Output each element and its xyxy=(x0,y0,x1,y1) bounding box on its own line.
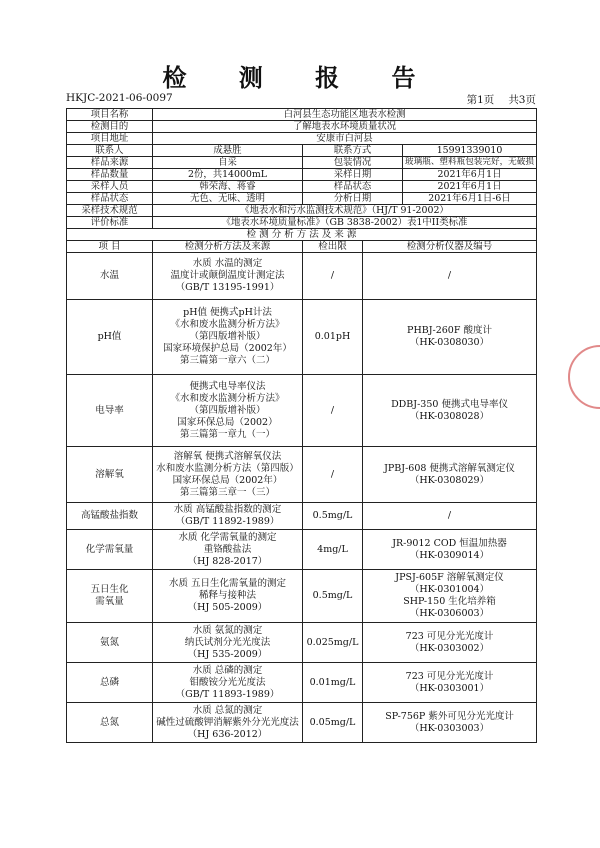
row-limit: 0.05mg/L xyxy=(303,703,363,743)
row-instrument: / xyxy=(363,253,537,300)
page-number: 第1页 xyxy=(466,94,495,106)
row-instrument: DDBJ-350 便携式电导率仪 （HK-0308028） xyxy=(363,375,537,447)
page-indicator xyxy=(453,92,536,107)
label-sampler: 采样人员 xyxy=(67,181,153,193)
row-item: 总氮 xyxy=(67,703,153,743)
row-limit: / xyxy=(303,447,363,503)
value-purpose: 了解地表水环境质量状况 xyxy=(153,121,537,133)
label-project-name: 项目名称 xyxy=(67,109,153,121)
label-analysis-date: 分析日期 xyxy=(303,193,403,205)
value-receive-date: 2021年6月1日 xyxy=(403,181,537,193)
report-number: HKJC-2021-06-0097 xyxy=(66,92,173,104)
row-item: 氨氮 xyxy=(67,623,153,663)
row-item: 高锰酸盐指数 xyxy=(67,503,153,530)
row-item: 溶解氧 xyxy=(67,447,153,503)
col-limit-header: 检出限 xyxy=(303,241,363,253)
value-standard: 《地表水环境质量标准》（GB 3838-2002）表1中II类标准 xyxy=(153,217,537,229)
col-instrument-header: 检测分析仪器及编号 xyxy=(363,241,537,253)
label-contact: 联系人 xyxy=(67,145,153,157)
label-spec: 采样技术规范 xyxy=(67,205,153,217)
row-method: 水质 总氮的测定 碱性过硫酸钾消解紫外分光光度法 （HJ 636-2012） xyxy=(153,703,303,743)
row-limit: / xyxy=(303,375,363,447)
value-project-name: 白河县生态功能区地表水检测 xyxy=(153,109,537,121)
label-phone: 联系方式 xyxy=(303,145,403,157)
row-limit: / xyxy=(303,253,363,300)
value-address: 安康市白河县 xyxy=(153,133,537,145)
row-method: 水质 高锰酸盐指数的测定 （GB/T 11892-1989） xyxy=(153,503,303,530)
label-state: 样品状态 xyxy=(67,193,153,205)
row-instrument: 723 可见分光光度计 （HK-0303001） xyxy=(363,663,537,703)
report-table xyxy=(66,108,537,743)
row-method: 水质 五日生化需氧量的测定 稀释与接种法 （HJ 505-2009） xyxy=(153,570,303,623)
row-limit: 0.5mg/L xyxy=(303,503,363,530)
row-instrument: 723 可见分光光度计 （HK-0303002） xyxy=(363,623,537,663)
row-limit: 0.01pH xyxy=(303,300,363,375)
section-title: 检 测 分 析 方 法 及 来 源 xyxy=(67,229,537,241)
value-spec: 《地表水和污水监测技术规范》（HJ/T 91-2002） xyxy=(153,205,537,217)
row-instrument: JPSJ-605F 溶解氧测定仪 （HK-0301004） SHP-150 生化培养箱 （HK-0306003） xyxy=(363,570,537,623)
row-method: 便携式电导率仪法 《水和废水监测分析方法》 （第四版增补版） 国家环保总局（2002） 第三篇第一章九（一） xyxy=(153,375,303,447)
value-contact: 成悬胜 xyxy=(153,145,303,157)
label-address: 项目地址 xyxy=(67,133,153,145)
row-item: 电导率 xyxy=(67,375,153,447)
value-sampler: 韩荣海、蒋睿 xyxy=(153,181,303,193)
row-limit: 4mg/L xyxy=(303,530,363,570)
row-item: 化学需氧量 xyxy=(67,530,153,570)
label-sampling-date: 采样日期 xyxy=(303,169,403,181)
row-method: 水质 化学需氧量的测定 重铬酸盐法 （HJ 828-2017） xyxy=(153,530,303,570)
value-analysis-date: 2021年6月1日-6日 xyxy=(403,193,537,205)
row-item: 水温 xyxy=(67,253,153,300)
value-state: 无色、无味、透明 xyxy=(153,193,303,205)
row-instrument: / xyxy=(363,503,537,530)
row-method: 溶解氧 便携式溶解氧仪法 水和废水监测分析方法（第四版） 国家环保总局（2002年） 第三篇第三章一（三） xyxy=(153,447,303,503)
value-packaging: 玻璃瓶、塑料瓶包装完好，无破损 xyxy=(403,157,537,169)
label-standard: 评价标准 xyxy=(67,217,153,229)
row-method: 水质 总磷的测定 钼酸铵分光光度法 （GB/T 11893-1989） xyxy=(153,663,303,703)
col-method-header: 检测分析方法及来源 xyxy=(153,241,303,253)
value-sampling-date: 2021年6月1日 xyxy=(403,169,537,181)
value-source: 自采 xyxy=(153,157,303,169)
label-purpose: 检测目的 xyxy=(67,121,153,133)
row-method: 水质 水温的测定 温度计或颠倒温度计测定法 （GB/T 13195-1991） xyxy=(153,253,303,300)
row-instrument: JPBJ-608 便携式溶解氧测定仪 （HK-0308029） xyxy=(363,447,537,503)
row-limit: 0.5mg/L xyxy=(303,570,363,623)
value-quantity: 2份，共14000mL xyxy=(153,169,303,181)
label-source: 样品来源 xyxy=(67,157,153,169)
report-title: 检 测 报 告 xyxy=(162,63,438,92)
col-item-header: 项 目 xyxy=(67,241,153,253)
row-limit: 0.025mg/L xyxy=(303,623,363,663)
row-item: pH值 xyxy=(67,300,153,375)
row-instrument: PHBJ-260F 酸度计 （HK-0308030） xyxy=(363,300,537,375)
row-method: pH值 便携式pH计法 《水和废水监测分析方法》 （第四版增补版） 国家环境保护总局（2002年） 第三篇第一章六（二） xyxy=(153,300,303,375)
label-quantity: 样品数量 xyxy=(67,169,153,181)
seal-stamp xyxy=(568,345,600,409)
row-limit: 0.01mg/L xyxy=(303,663,363,703)
row-instrument: JR-9012 COD 恒温加热器 （HK-0309014） xyxy=(363,530,537,570)
row-method: 水质 氨氮的测定 纳氏试剂分光光度法 （HJ 535-2009） xyxy=(153,623,303,663)
label-receive-date: 样品状态 xyxy=(303,181,403,193)
value-phone: 15991339010 xyxy=(403,145,537,157)
page-total: 共3页 xyxy=(508,94,536,106)
row-item: 总磷 xyxy=(67,663,153,703)
label-packaging: 包装情况 xyxy=(303,157,403,169)
row-item: 五日生化 需氧量 xyxy=(67,570,153,623)
row-instrument: SP-756P 紫外可见分光光度计 （HK-0303003） xyxy=(363,703,537,743)
